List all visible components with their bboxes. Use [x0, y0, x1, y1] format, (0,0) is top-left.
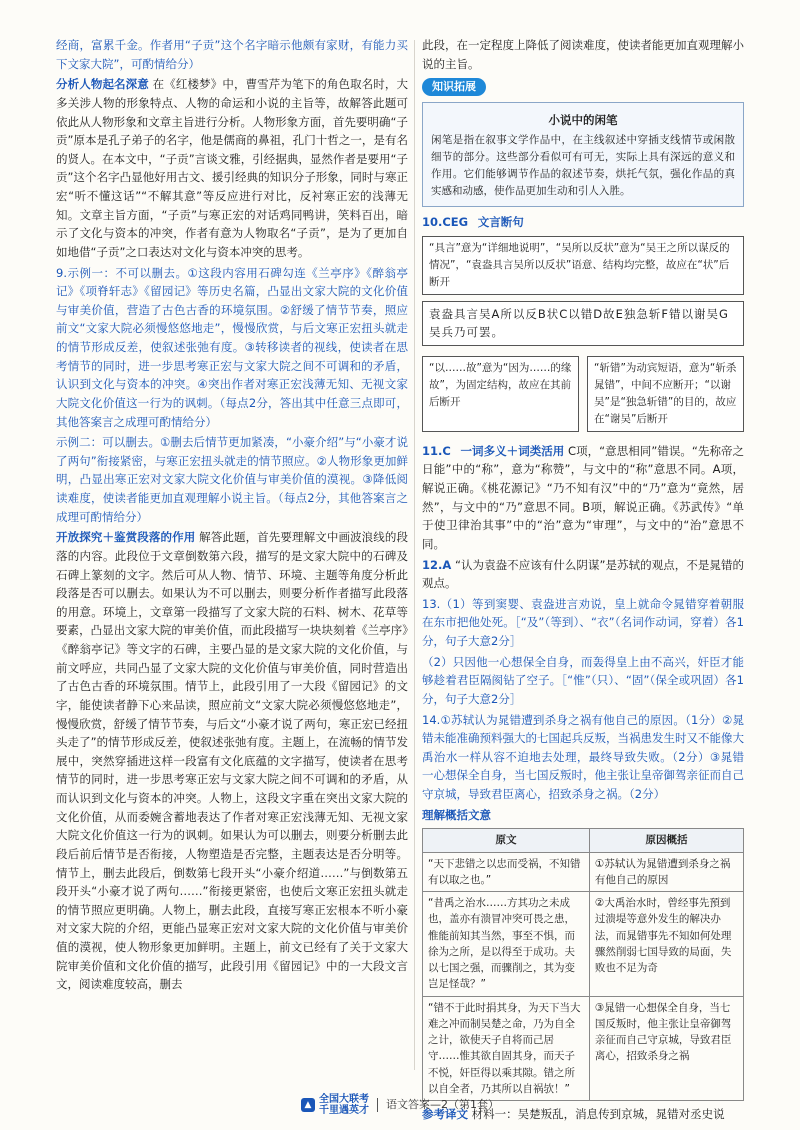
table-header: 原文 — [423, 829, 590, 852]
page-footer — [0, 1094, 800, 1116]
analysis-label: 开放探究＋鉴赏段落的作用 — [56, 530, 196, 545]
knowledge-title: 小说中的闲笔 — [548, 113, 618, 128]
table-header: 原因概括 — [589, 829, 743, 852]
translation-label: 参考译文 — [422, 1107, 468, 1122]
analysis-body: 解答此题，首先要理解文中画波浪线的段落的内容。此段位于文章倒数第六段，描写的是文家大院中的石碑及石碑上篆刻的文字。然后可从人物、情节、环境、主题等角度分析此段落是否可以删去。如果认为不可以删去，则要分析作者描写此段落的用意。环境上，文章第一段描写了文家大院的石料、树木、花草等要素，凸显出文家大院的审美价值，而此段描写一块块刻着《兰亭序》《醉翁亭记》等文字的石碑，主要凸显的是文家大院的文化价值，与前文呼应，共同凸显了文家大院的文化价值与审美价值，同时营造出了古色古香的环境氛围。情节上，此段引用了一大段《留园记》的文字，能使读者静下心来品读，照应前文“文家大院必须慢悠悠地走”，慢慢欣赏，舒缓了情节节奏，与后文“小豪才说了两句，寒正宏已经扭头走了”的情节形成反差，使叙述张弛有度。主题上，在流畅的情节发展中，突然穿插进这样一段富有文化底蕴的文字描写，使读者在思考情节的同时，进一步思考寒正宏与文家大院之间不可调和的矛盾，从而认识到文化与资本的冲突。人物上，这段文字重在突出文家大院的文化价值，从而委婉含蓄地表达了作者对寒正宏浅薄无知、无视文家大院文化价值这一行为的讽刺。如果认为可以删去，则要分析删去此段后前后情节是否衔接，人物塑造是否完整，主题表达是否分明等。情节上，删去此段后，倒数第七段开头“小豪介绍道……”与倒数第五段开头“小豪才说了两句……”衔接更紧密，也使后文寒正宏扭头就走的情节照应更明确。人物上，删去此段，直接写寒正宏根本不听小豪对文家大院的介绍，更能凸显寒正宏对文家大院的文化价值与审美价值的漠视，使人物形象更加鲜明。主题上，前文已经有了关于文家大院审美价值和文化价值的描写，此段引用《留园记》中的一大段文言文，阅读难度较高，删去 — [56, 530, 409, 992]
brand-name: 全国大联考 — [319, 1094, 369, 1105]
q11-key: 11.C — [422, 443, 451, 458]
translation-text: 材料一：吴楚叛乱，消息传到京城，晁错对丞史说 — [471, 1107, 725, 1122]
analysis-paragraph-function — [56, 528, 408, 994]
table-cell: “昔禹之治水……方其功之未成也，盖亦有溃冒冲突可畏之患，惟能前知其当然，事至不惧，而徐为之所，是以得至于成功。夫以七国之强，而骤削之，其为变岂足怪哉？” — [423, 892, 590, 997]
table-row — [423, 996, 744, 1101]
q9-answer-example2: 示例二：可以删去。①删去后情节更加紧凑，“小豪介绍”与“小豪才说了两句”衔接紧密，与寒正宏扭头就走的情节照应。②人物形象更加鲜明，凸显出寒正宏对文家大院文化价值与审美价值的漠视。③降低阅读难度，使读者能更加直观理解小说主旨。（每点2分，其他答案言之成理可酌情给分） — [56, 435, 408, 524]
table-cell: “天下悲错之以忠而受祸，不知错有以取之也。” — [423, 852, 590, 892]
q11-answer — [422, 442, 744, 554]
q12-answer — [422, 556, 744, 593]
annotation-right: “斩错”为动宾短语，意为“斩杀晁错”，中间不应断开；“以谢吴”是“独急斩错”的目的，故应在“谢吴”后断开 — [587, 356, 744, 432]
brand-slogan: 千里遇英才 — [319, 1105, 369, 1116]
knowledge-tag: 知识拓展 — [422, 78, 486, 96]
q10-answer: 10.CEG — [422, 214, 469, 229]
brand-logo-icon: ▲ — [301, 1098, 315, 1112]
table-row — [423, 892, 744, 997]
footer-separator — [377, 1098, 378, 1112]
knowledge-body: 闲笔是指在叙事文学作品中，在主线叙述中穿插支线情节或闲散细节的部分。这些部分看似可有可无，实际上具有深远的意义和作用。它们能够调节作品的叙述节奏，烘托气氛，强化作品的真实感和动感，使作品更加生动和引人入胜。 — [431, 133, 735, 197]
footer-section: 语文答案—2（第1套） — [386, 1098, 499, 1112]
q10-label: 文言断句 — [477, 214, 524, 229]
annotation-top: “具言”意为“详细地说明”，“吴所以反状”意为“吴王之所以谋反的情况”，“袁盎具言吴所以反状”语意、结构均完整，故应在“状”后断开 — [422, 236, 744, 295]
annotation-row — [422, 352, 744, 436]
q9-answer-example1: 9.示例一：不可以删去。①这段内容用石碑勾连《兰亭序》《醉翁亭记》《项脊轩志》《留园记》等历史名篇，凸显出文家大院的文化价值与审美价值，营造了古色古香的环境氛围。②舒缓了情节节奏，照应前文“文家大院必须慢悠悠地走”，慢慢欣赏，与后文寒正宏扭头就走的情节形成反差，使叙述张弛有度。③转移读者的视线，使读者在思考情节的同时，进一步思考寒正宏与文家大院之间不可调和的矛盾，认识到文化与资本的冲突。④突出作者对寒正宏浅薄无知、无视文家大院文化价值这一行为的讽刺。（每点2分，答出其中任意三点即可，其他答案言之成理可酌情给分） — [56, 265, 408, 429]
brand-logo — [301, 1094, 369, 1116]
column-divider — [414, 40, 415, 1070]
paragraph-continuation: 经商，富累千金。作者用“子贡”这个名字暗示他颇有家财，有能力买下文家大院”，可酌情给分） — [56, 38, 408, 71]
paragraph-continuation: 此段，在一定程度上降低了阅读难度，使读者能更加直观理解小说的主旨。 — [422, 38, 744, 71]
summary-table — [422, 828, 744, 1101]
left-column — [56, 36, 408, 1078]
table-row — [423, 852, 744, 892]
analysis-body: 在《红楼梦》中，曹雪芹为笔下的角色取名时，大多关涉人物的形象特点、人物的命运和小说的主旨等，故解答此题可依此从人物形象和文章主旨进行分析。人物形象方面，首先要明确“子贡”原本是孔子弟子的名字，他是儒商的鼻祖，孔门十哲之一，是有名的贤人。在本文中，“子贡”言谈文雅，引经据典，显然作者是要用“子贡”这个名字凸显他好用古文、援引经典的知识分子形象，同时与寒正宏“听不懂这话”“不解其意”等反应进行对比，反衬寒正宏的浅薄无知。文章主旨方面，“子贡”与寒正宏的对话鸡同鸭讲，笑料百出，暗示了文化与资本的冲突，作者有意为人物取名“子贡”，是为了更加自如地借“子贡”之口表达对文化与资本冲突的思考。 — [56, 77, 409, 259]
q12-text: “认为袁盎不应该有什么阴谋”是苏轼的观点，不是晁错的观点。 — [422, 557, 744, 591]
q13-part1: 13.（1）等到窦婴、袁盎进言劝说，皇上就命令晁错穿着朝服在东市把他处死。［“及”（等到）、“衣”（名词作动词，穿着）各1分，句子大意2分］ — [422, 596, 744, 648]
table-cell: ③晁错一心想保全自身，当七国反叛时，他主张让皇帝御驾亲征而自己守京城，导致君臣离心，招致杀身之祸 — [589, 996, 743, 1101]
q13-part2: （2）只因他一心想保全自身，而轰得皇上由不高兴，奸臣才能够趁着君臣隔阂钻了空子。［“惟”（只）、“固”（保全或巩固）各1分，句子大意2分］ — [422, 654, 744, 706]
table-cell: “错不于此时捐其身，为天下当大难之冲而制吴楚之命，乃为自全之计，欲使天子自将而己居守……惟其欲自固其身，而天子不悦，奸臣得以乘其隙。错之所以自全者，乃其所以自祸欤！” — [423, 996, 590, 1101]
q11-label: 一词多义＋词类活用 — [460, 443, 565, 458]
table-cell: ②大禹治水时，曾经事先預到过溃堤等意外发生的解决办法，而晁错事先不知如何处理骤然削弱七国导致的局面，失败也不足为奇 — [589, 892, 743, 997]
knowledge-content — [422, 102, 744, 207]
table-cell: ①苏轼认为晁错遭到杀身之祸有他自己的原因 — [589, 852, 743, 892]
analysis-naming — [56, 75, 408, 261]
knowledge-box — [422, 77, 744, 207]
q12-key: 12.A — [422, 557, 452, 572]
q10-header — [422, 213, 744, 232]
analysis-label: 分析人物起名深意 — [56, 77, 149, 92]
tip-label: 理解概括文意 — [422, 807, 491, 822]
annotation-left: “以……故”意为“因为……的缘故”，为固定结构，故应在其前后断开 — [422, 356, 579, 432]
punctuation-sentence: 袁盎具言吴A所以反B状C以错D故E独急斩F错以谢吴G吴兵乃可罢。 — [422, 301, 744, 346]
q11-text: C项，“意思相同”错误。“先称帝之日能”中的“称”，意为“称赞”，与文中的“称”意思不同。A项，解说正确。《桃花源记》“乃不知有汉”中的“乃”意为“竟然，居然”，与文中的“乃”意思不同。B项，解说正确。《苏武传》“单于使卫律治其事”中的“治”意为“审理”，与文中的“治”意思不同。 — [422, 443, 745, 551]
q14-answer: 14.①苏轼认为晁错遭到杀身之祸有他自己的原因。（1分）②晁错未能准确预料强大的七国起兵反叛，当祸患发生时又不能像大禹治水一样从容不迫地去处理，最终导致失败。（2分）③晁错一心想保全自身，当七国反叛时，他主张让皇帝御驾亲征而自己守京城，导致君臣离心，招致杀身之祸。（2分） — [422, 712, 744, 801]
